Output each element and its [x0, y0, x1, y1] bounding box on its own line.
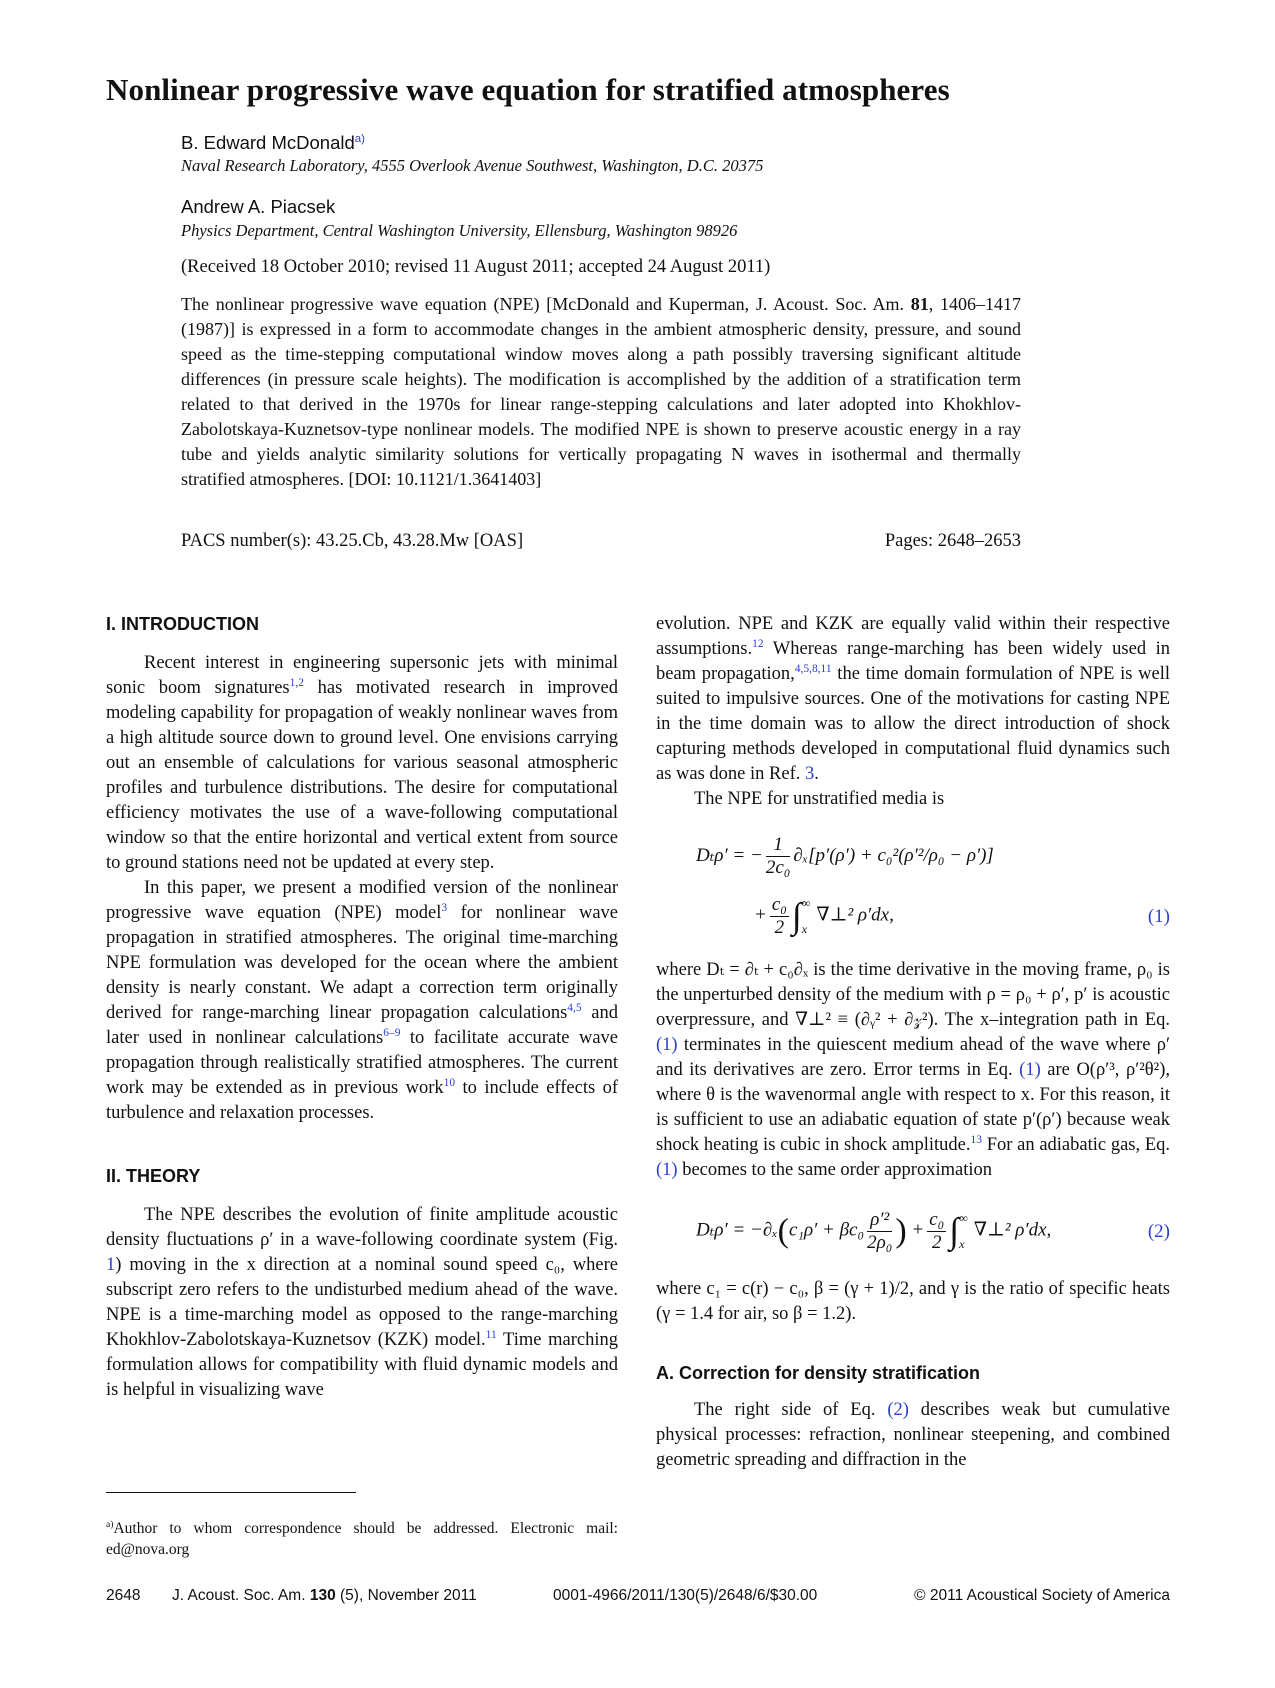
- equation-1: [656, 834, 1170, 944]
- page-range: Pages: 2648–2653: [884, 531, 1021, 551]
- equation-2-fraction: $\frac{\text{ρ′²}}{\text{2ρ₀}}$: [867, 1208, 893, 1253]
- reference-link[interactable]: 3: [805, 764, 815, 784]
- equation-2: [656, 1201, 1170, 1263]
- section-heading-introduction: I. INTRODUCTION: [106, 614, 259, 634]
- author-2-affiliation: Physics Department, Central Washington University, Ellensburg, Washington 98926: [181, 221, 738, 240]
- footnote-divider: [106, 1492, 356, 1493]
- citation-link[interactable]: 12: [752, 637, 764, 650]
- author-1-affiliation: Naval Research Laboratory, 4555 Overlook Avenue Southwest, Washington, D.C. 20375: [181, 156, 764, 175]
- footer-journal: J. Acoust. Soc. Am. 130 (5), November 2011: [172, 1587, 477, 1604]
- right-column: [656, 612, 1170, 1473]
- equation-link[interactable]: (1): [1019, 1060, 1041, 1080]
- theory-paragraph-1: The NPE describes the evolution of finite amplitude acoustic density fluctuations ρ′ in a wave-following coordinate system (Fig. 1) moving in the x direction at a nominal sound speed c₀, where subscript zero refers to the undisturbed medium ahead of the wave. NPE is a time-marching model as opposed to the range-marching Khokhlov-Zabolotskaya-Kuznetsov (KZK) model.$^{11}$ Time marching formulation allows for compatibility with fluid dynamic models and is helpful in visualizing wave: [106, 1205, 618, 1400]
- paper-title: Nonlinear progressive wave equation for stratified atmospheres: [106, 72, 950, 107]
- right-paragraph-5: The right side of Eq. (2) describes weak but cumulative physical processes: refraction, nonlinear steepening, and combined geometric spreading and diffraction in the: [656, 1400, 1170, 1470]
- citation-link[interactable]: 13: [970, 1133, 982, 1146]
- abstract: [181, 292, 1021, 492]
- received-dates: (Received 18 October 2010; revised 11 August 2011; accepted 24 August 2011): [181, 257, 771, 277]
- abstract-volume: 81: [910, 294, 929, 314]
- footer-copyright: © 2011 Acoustical Society of America: [914, 1587, 1170, 1604]
- author-1-footnote-mark[interactable]: a): [354, 132, 365, 145]
- footnote: [106, 1518, 618, 1560]
- intro-paragraph-2: In this paper, we present a modified version of the nonlinear progressive wave equation (NPE) model$^3$ for nonlinear wave propagation in stratified atmospheres. The original time-marching NPE formulation was developed for the ocean where the ambient density is nearly constant. We adapt a correction term originally derived for range-marching linear propagation calculations$^{4,5}$ and later used in nonlinear calculations$^{6-9}$ to facilitate accurate wave propagation through realistically stratified atmospheres. The current work may be extended as in previous work$^{10}$ to include effects of turbulence and relaxation processes.: [106, 878, 619, 1123]
- author-1-name: B. Edward McDonald: [181, 132, 355, 153]
- integral-sign: ∫: [791, 895, 802, 936]
- citation-link[interactable]: 3: [441, 901, 448, 914]
- equation-1-fraction-2: $\frac{\text{c₀}}{2}$: [771, 893, 787, 938]
- section-heading-theory: II. THEORY: [106, 1166, 201, 1186]
- equation-2-number[interactable]: (2): [1147, 1221, 1170, 1242]
- footer-page-number: 2648: [106, 1587, 141, 1604]
- integral-sign: ∫: [949, 1210, 960, 1251]
- figure-link[interactable]: 1: [106, 1255, 116, 1275]
- citation-link[interactable]: 1,2: [289, 676, 304, 689]
- author-1: [181, 132, 365, 154]
- right-paragraph-2: The NPE for unstratified media is: [694, 789, 945, 809]
- abstract-text-2: , 1406–1417 (1987)] is expressed in a form to accommodate changes in the ambient atmospheric density, pressure, and sound speed as the time-stepping computational window moves along a path possibly traversing significant altitude differences (in pressure scale heights). The modification is accomplished by the addition of a stratification term related to that derived in the 1970s for linear range-stepping calculations and later adopted into Khokhlov-Zabolotskaya-Kuznetsov-type nonlinear models. The modified NPE is shown to preserve acoustic energy in a ray tube and yields analytic similarity solutions for vertically propagating N waves in isothermal and thermally stratified atmospheres. [DOI: 10.1121/1.3641403]: [181, 294, 1022, 489]
- equation-1-number[interactable]: (1): [1147, 906, 1170, 927]
- pacs-numbers: PACS number(s): 43.25.Cb, 43.28.Mw [OAS]: [181, 531, 524, 551]
- equation-2-fraction-2: $\frac{\text{c₀}}{2}$: [929, 1208, 945, 1253]
- author-2-name: Andrew A. Piacsek: [181, 196, 336, 217]
- equation-link[interactable]: (2): [887, 1400, 909, 1420]
- subsection-heading-density-stratification: A. Correction for density stratification: [656, 1363, 981, 1383]
- abstract-text-1: The nonlinear progressive wave equation (NPE) [McDonald and Kuperman, J. Acoust. Soc. Am.: [181, 294, 911, 314]
- equation-1-line-1: Dₜρ′ = − $\frac{1}{\text{2c₀}}$ ∂ₓ[p′(ρ′) + c₀²(ρ′²/ρ₀ − ρ′)]: [696, 834, 994, 878]
- equation-link[interactable]: (1): [656, 1035, 678, 1055]
- equation-1-fraction: $\frac{1}{\text{2c₀}}$: [765, 834, 791, 878]
- equation-1-line-2: + $\frac{\text{c₀}}{2}$ ∫ ∞ x ∇⊥² ρ′dx,: [754, 893, 894, 938]
- right-paragraph-3: where Dₜ = ∂ₜ + c₀∂ₓ is the time derivative in the moving frame, ρ₀ is the unperturbed density of the medium with ρ = ρ₀ + ρ′, p′ is acoustic overpressure, and ∇⊥² ≡ (∂ᵧ² + ∂𝓏²). The x–integration path in Eq. (1) terminates in the quiescent medium ahead of the wave where ρ′ and its derivatives are zero. Error terms in Eq. (1) are O(ρ′³, ρ′²θ²), where θ is the wavenormal angle with respect to x. For this reason, it is sufficient to use an adiabatic equation of state p′(ρ′) because weak shock heating is cubic in shock amplitude.$^{13}$ For an adiabatic gas, Eq. (1) becomes to the same order approximation: [656, 960, 1171, 1180]
- left-column: [106, 612, 618, 1403]
- citation-link[interactable]: 6–9: [383, 1026, 401, 1039]
- citation-link[interactable]: 10: [443, 1076, 456, 1089]
- right-paragraph-4: where c₁ = c(r) − c₀, β = (γ + 1)/2, and γ is the ratio of specific heats (γ = 1.4 for air, so β = 1.2).: [656, 1279, 1170, 1324]
- citation-link[interactable]: 4,5,8,11: [794, 662, 832, 675]
- footer-article-code: 0001-4966/2011/130(5)/2648/6/$30.00: [553, 1587, 818, 1604]
- equation-2-line: Dₜρ′ = −∂ₓ(c₁ρ′ + βc₀ $\frac{\text{ρ′²}}{\text{2ρ₀}}$ ) + $\frac{\text{c₀}}{2}$ ∫ ∞ x ∇⊥² ρ′dx,: [696, 1208, 1052, 1253]
- footnote-mark: a): [106, 1518, 114, 1530]
- citation-link[interactable]: 11: [485, 1328, 497, 1341]
- citation-link[interactable]: 4,5: [567, 1001, 582, 1014]
- footnote-text: Author to whom correspondence should be addressed. Electronic mail: ed@nova.org: [106, 1520, 618, 1558]
- equation-link[interactable]: (1): [656, 1160, 678, 1180]
- right-paragraph-1: evolution. NPE and KZK are equally valid within their respective assumptions.$^{12}$ Whereas range-marching has been widely used in beam propagation,$^{4,5,8,11}$ the time domain formulation of NPE is well suited to impulsive sources. One of the motivations for casting NPE in the time domain was to allow the direct introduction of shock capturing methods developed in computational fluid dynamics such as was done in Ref. 3.: [656, 614, 1170, 784]
- intro-paragraph-1: Recent interest in engineering supersonic jets with minimal sonic boom signatures$^{1,2}$ has motivated research in improved modeling capability for propagation of weakly nonlinear waves from a high altitude source down to ground level. One envisions carrying out an ensemble of calculations for various seasonal atmospheric profiles and turbulence distributions. The desire for computational efficiency motivates the use of a wave-following computational window so that the entire horizontal and vertical extent from source to ground stations need not be updated at every step.: [106, 653, 618, 873]
